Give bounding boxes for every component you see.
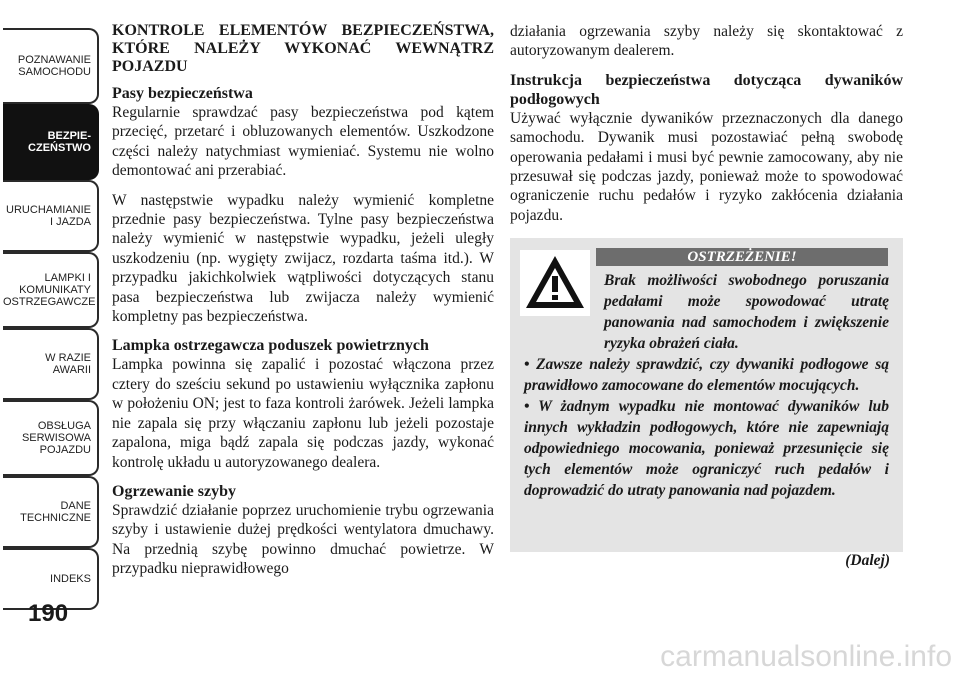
- section-title-defroster: Ogrzewanie szyby: [112, 482, 236, 500]
- continued-label: (Dalej): [845, 552, 890, 569]
- section-title-airbag-lamp: Lampka ostrzegawcza poduszek powietrznych: [112, 337, 429, 355]
- tab-dane-techniczne[interactable]: DANE TECHNICZNE: [3, 476, 99, 548]
- page-number: 190: [28, 600, 69, 627]
- right-column: [510, 22, 903, 235]
- paragraph: Lampka powinna się zapalić i pozostać włączona przez cztery do sześciu sekund po ustawieniu wyłącznika zapłonu w położeniu ON; jest to faza kontroli żarówek. Jeżeli lampka nie zapala się przy włączaniu zapłonu lub jeżeli pozostaje zapalona, miga bądź zapala się podczas jazdy, wykonać kontrolę układu u autoryzowanego dealera.: [112, 356, 494, 471]
- tab-poznawanie-samochodu[interactable]: POZNAWANIE SAMOCHODU: [3, 28, 99, 104]
- section-title-seatbelts: Pasy bezpieczeństwa: [112, 85, 253, 102]
- tab-w-razie-awarii[interactable]: W RAZIE AWARII: [3, 328, 99, 400]
- main-heading: KONTROLE ELEMENTÓW BEZPIECZEŃSTWA, KTÓRE NALEŻY WYKONAĆ WEWNĄTRZ POJAZDU: [112, 22, 494, 75]
- warning-box: [510, 238, 903, 552]
- tab-indeks[interactable]: INDEKS: [3, 548, 99, 610]
- chapter-sidebar: [0, 0, 100, 678]
- paragraph: Sprawdzić działanie poprzez uruchomienie trybu ogrzewania szyby i ustawienie dużej prędkości wentylatora dmuchawy. Na przednią szybę powinno dmuchać powietrze. W przypadku nieprawidłowego: [112, 501, 494, 578]
- tab-bezpieczenstwo[interactable]: BEZPIE- CZEŃSTWO: [3, 104, 99, 180]
- paragraph: W następstwie wypadku należy wymienić kompletne przednie pasy bezpieczeństwa. Tylne pasy bezpieczeństwa należy wymienić w następstwie wypadku, jeżeli uległy uszkodzeniu (np. wygięty zwijacz, rozdarta taśma itd.). W przypadku jakichkolwiek wątpliwości dotyczących stanu pasa bezpieczeństwa lub zwijacza należy wymienić kompletny pas bezpieczeństwa.: [112, 191, 494, 326]
- warning-bullet: • W żadnym wypadku nie montować dywaników lub innych wykładzin podłogowych, które nie zapewniają odpowiedniego mocowania, ponieważ przesunięcie się tych elementów może ograniczyć ruch pedałów i doprowadzić do utraty panowania nad pojazdem.: [524, 398, 889, 499]
- tab-lampki-i-komunikaty[interactable]: LAMPKI I KOMUNIKATY OSTRZEGAWCZE: [3, 252, 99, 328]
- warning-body: [524, 270, 889, 501]
- section-title-floor-mats: Instrukcja bezpieczeństwa dotycząca dywaników podłogowych: [510, 71, 903, 108]
- paragraph: Regularnie sprawdzać pasy bezpieczeństwa pod kątem przecięć, przetarć i obluzowanych elementów. Uszkodzone części należy natychmiast wymieniać. Systemu nie wolno demontować ani przerabiać.: [112, 104, 494, 180]
- warning-paragraph: Brak możliwości swobodnego poruszania pedałami może spowodować utratę panowania nad samochodem i zwiększenie ryzyka obrażeń ciała.: [604, 272, 889, 352]
- tab-uruchamianie-i-jazda[interactable]: URUCHAMIANIE I JAZDA: [3, 180, 99, 252]
- warning-title: OSTRZEŻENIE!: [596, 248, 888, 266]
- warning-bullet: • Zawsze należy sprawdzić, czy dywaniki podłogowe są prawidłowo zamocowane do elementów mocujących.: [524, 356, 889, 394]
- paragraph: Używać wyłącznie dywaników przeznaczonych dla danego samochodu. Dywanik musi pozostawiać pełną swobodę operowania pedałami i musi być pewnie zamocowany, aby nie przesuwał się podczas jazdy, ponieważ może to spowodować ograniczenie ruchu pedałów i ryzyko zakłócenia działania pojazdu.: [510, 109, 903, 224]
- watermark: carmanualsonline.info: [660, 640, 952, 673]
- left-column: [112, 22, 494, 589]
- tab-obsluga-serwisowa[interactable]: OBSŁUGA SERWISOWA POJAZDU: [3, 400, 99, 476]
- paragraph: działania ogrzewania szyby należy się skontaktować z autoryzowanym dealerem.: [510, 23, 903, 60]
